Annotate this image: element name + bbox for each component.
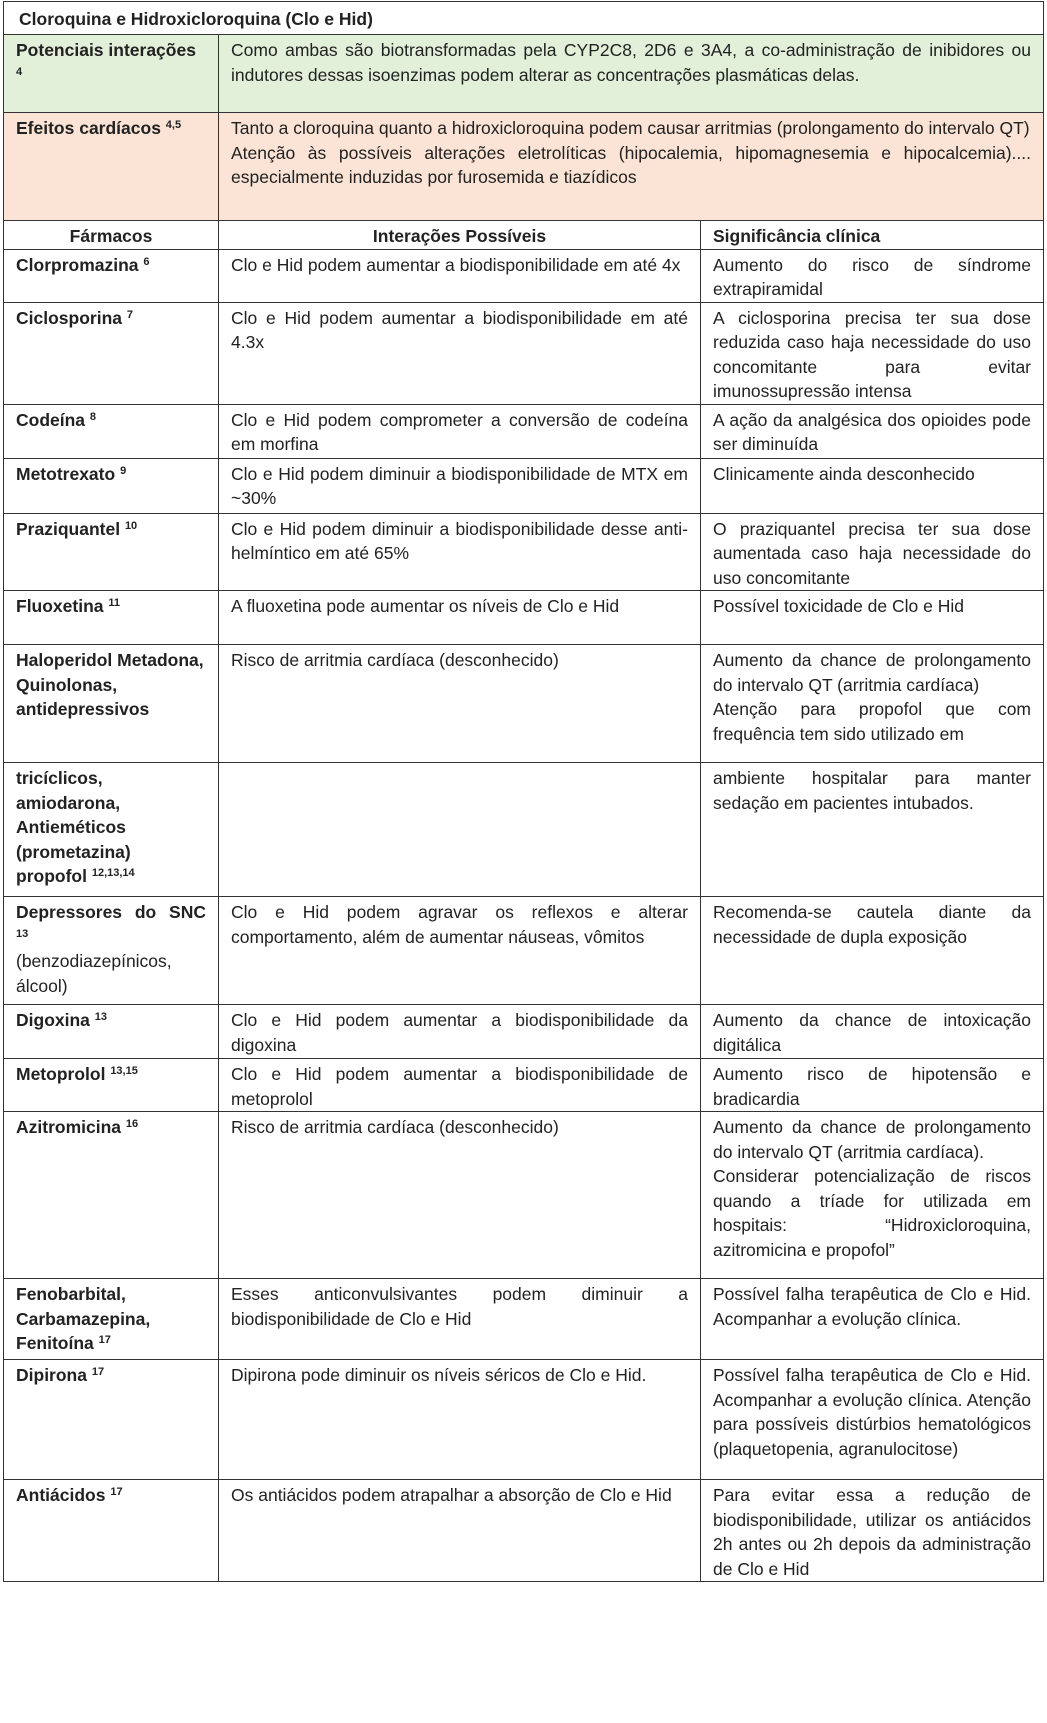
significance-cell [701,1480,1044,1582]
reference-superscript: 11 [108,597,121,609]
drug-name: Metotrexato [16,463,116,484]
drug-name-cell [4,591,219,645]
cardiac-effects-text-2: Atenção às possíveis alterações eletrolíticas (hipocalemia, hipomagnesemia e hipocalcemia).... especialmente induzidas por furosemida e tiazídicos [231,142,1032,187]
drug-name: tricíclicos, amiodarona, Antieméticos (prometazina) propofol [16,768,131,886]
drug-name: Dipirona [16,1365,87,1385]
significance-cell [701,458,1044,513]
drug-name-cell [4,249,219,302]
significance-cell [701,1279,1044,1360]
reference-superscript: 7 [126,308,133,321]
drug-name: Azitromicina [16,1117,122,1137]
drug-name-cell [4,404,219,458]
interaction-cell: Clo e Hid podem diminuir a biodisponibilidade de MTX em ~30% [219,458,701,513]
reference-superscript: 8 [89,410,97,423]
interaction-cell: A fluoxetina pode aumentar os níveis de Clo e Hid [219,591,701,645]
significance-text: Aumento do risco de síndrome extrapiramidal [713,254,1032,299]
significance-cell [701,1112,1044,1279]
significance-cell [701,404,1044,458]
reference-superscript: 10 [124,519,138,532]
interaction-cell: Clo e Hid podem aumentar a biodisponibilidade em até 4.3x [219,302,701,404]
interaction-cell: Esses anticonvulsivantes podem diminuir a biodisponibilidade de Clo e Hid [219,1279,701,1360]
interaction-cell: Clo e Hid podem diminuir a biodisponibilidade desse anti-helmíntico em até 65% [219,513,701,591]
reference-superscript: 4 [16,65,23,78]
drug-interaction-table [3,1,1044,1582]
table-row [4,1279,1044,1360]
drug-name: Depressores do SNC [16,902,206,922]
table-row [4,404,1044,458]
drug-name: Fluoxetina [16,596,104,616]
significance-text: Aumento da chance de prolongamento do intervalo QT (arritmia cardíaca) [713,650,1032,695]
significance-text: Clinicamente ainda desconhecido [713,463,975,484]
drug-name-cell [4,645,219,763]
reference-superscript: 17 [91,1366,105,1378]
significance-cell [701,513,1044,591]
table-row [4,1059,1044,1112]
drug-name-cell [4,1360,219,1480]
drug-name-cell [4,897,219,1005]
significance-text: Possível toxicidade de Clo e Hid [713,596,964,616]
interaction-cell: Risco de arritmia cardíaca (desconhecido) [219,645,701,763]
column-header-interactions: Interações Possíveis [219,221,701,250]
significance-text: Aumento risco de hipotensão e bradicardia [713,1064,1032,1109]
reference-superscript: 13 [16,927,29,940]
drug-name: Haloperidol Metadona, Quinolonas, antidepressivos [16,650,204,719]
significance-text: Aumento da chance de prolongamento do intervalo QT (arritmia cardíaca). [713,1117,1032,1162]
drug-name-cell [4,458,219,513]
reference-superscript: 17 [110,1486,123,1498]
drug-name-extra: (benzodiazepínicos, álcool) [16,951,172,996]
significance-text: Possível falha terapêutica de Clo e Hid. Acompanhar a evolução clínica. Atenção para possíveis distúrbios hematológicos (plaquetopenia, agranulocitose) [713,1365,1032,1459]
interaction-cell: Clo e Hid podem aumentar a biodisponibilidade em até 4x [219,249,701,302]
interaction-cell: Dipirona pode diminuir os níveis séricos de Clo e Hid. [219,1360,701,1480]
significance-text: O praziquantel precisa ter sua dose aumentada caso haja necessidade do uso concomitante [713,518,1032,588]
drug-name-cell [4,513,219,591]
drug-name: Clorpromazina [16,254,139,275]
significance-text-note: Atenção para propofol que com frequência tem sido utilizado em [713,699,1032,744]
table-row [4,897,1044,1005]
cardiac-effects-text [219,113,1044,221]
significance-text: A ação da analgésica dos opioides pode ser diminuída [713,409,1032,454]
drug-name-cell [4,1279,219,1360]
significance-cell [701,302,1044,404]
cardiac-effects-row [4,113,1044,221]
significance-cell [701,645,1044,763]
table-body [4,249,1044,1582]
drug-name: Praziquantel [16,518,121,539]
reference-superscript: 13,15 [110,1065,138,1077]
cardiac-effects-label: Efeitos cardíacos $^{4,5}$ [4,113,219,221]
drug-name: Codeína [16,409,86,430]
reference-superscript: 9 [120,464,127,477]
significance-cell [701,249,1044,302]
significance-text: Possível falha terapêutica de Clo e Hid. Acompanhar a evolução clínica. [713,1284,1032,1329]
reference-superscript: 13 [94,1011,108,1023]
significance-cell [701,763,1044,897]
interaction-cell: Clo e Hid podem aumentar a biodisponibilidade de metoprolol [219,1059,701,1112]
table-row [4,458,1044,513]
reference-superscript: 12,13,14 [91,867,135,879]
column-header-row [4,221,1044,250]
drug-name: Fenobarbital, Carbamazepina, Fenitoína [16,1284,151,1353]
potential-interactions-label: Potenciais interações $^4$ [4,35,219,113]
table-row [4,249,1044,302]
table-row [4,1005,1044,1059]
significance-text-note: Considerar potencialização de riscos quando a tríade for utilizada em hospitais: “Hidroxicloroquina, azitromicina e propofol” [713,1166,1032,1260]
significance-text: A ciclosporina precisa ter sua dose reduzida caso haja necessidade do uso concomitante para evitar imunossupressão intensa [713,307,1032,401]
potential-interactions-text: Como ambas são biotransformadas pela CYP2C8, 2D6 e 3A4, a co-administração de inibidores ou indutores dessas isoenzimas podem alterar as concentrações plasmáticas delas. [219,35,1044,113]
table-row [4,1480,1044,1582]
reference-superscript: 6 [143,255,150,268]
table-row [4,302,1044,404]
table-title: Cloroquina e Hidroxicloroquina (Clo e Hid) [4,2,1044,35]
table-row [4,645,1044,763]
cardiac-effects-text-1: Tanto a cloroquina quanto a hidroxicloroquina podem causar arritmias (prolongamento do intervalo QT) [231,118,1030,138]
potential-interactions-row [4,35,1044,113]
column-header-drugs: Fármacos [4,221,219,250]
reference-superscript: 16 [125,1118,139,1130]
interaction-cell: Clo e Hid podem aumentar a biodisponibilidade da digoxina [219,1005,701,1059]
drug-name-cell [4,763,219,897]
drug-name-cell [4,1059,219,1112]
table-row [4,1360,1044,1480]
significance-cell [701,1059,1044,1112]
significance-text: Aumento da chance de intoxicação digitálica [713,1010,1032,1055]
table-row [4,513,1044,591]
significance-cell [701,591,1044,645]
column-header-significance: Significância clínica [701,221,1044,250]
table-row [4,591,1044,645]
interaction-cell [219,763,701,897]
drug-name-cell [4,1005,219,1059]
table-row [4,763,1044,897]
title-row [4,2,1044,35]
drug-name: Digoxina [16,1010,90,1030]
reference-superscript: 17 [98,1334,111,1346]
reference-superscript: 4,5 [165,119,182,131]
drug-name: Metoprolol [16,1064,106,1084]
significance-cell [701,1360,1044,1480]
significance-cell [701,1005,1044,1059]
interaction-cell: Clo e Hid podem agravar os reflexos e alterar comportamento, além de aumentar náuseas, vômitos [219,897,701,1005]
drug-name-cell [4,1112,219,1279]
interaction-cell: Clo e Hid podem comprometer a conversão de codeína em morfina [219,404,701,458]
significance-text: ambiente hospitalar para manter sedação em pacientes intubados. [713,768,1032,813]
drug-name: Ciclosporina [16,307,122,328]
significance-cell [701,897,1044,1005]
drug-name-cell [4,302,219,404]
drug-name: Antiácidos [16,1485,106,1505]
interaction-cell: Risco de arritmia cardíaca (desconhecido) [219,1112,701,1279]
significance-text: Para evitar essa a redução de biodisponibilidade, utilizar os antiácidos 2h antes ou 2h depois da administração de Clo e Hid [713,1485,1032,1579]
drug-name-cell [4,1480,219,1582]
significance-text: Recomenda-se cautela diante da necessidade de dupla exposição [713,902,1032,947]
table-row [4,1112,1044,1279]
interaction-cell: Os antiácidos podem atrapalhar a absorção de Clo e Hid [219,1480,701,1582]
